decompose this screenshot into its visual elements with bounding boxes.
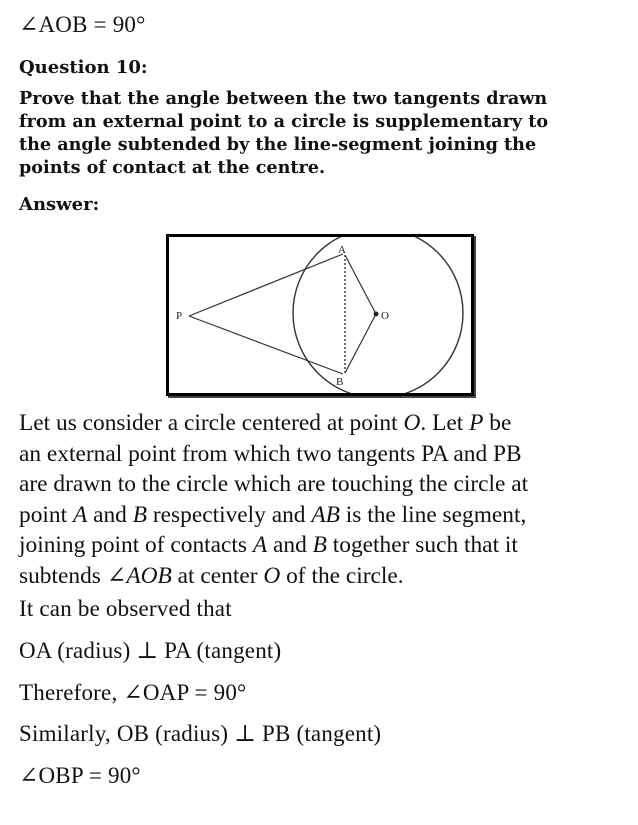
paragraph-line-3: are drawn to the circle which are touching the circle at xyxy=(19,471,529,497)
label-a: A xyxy=(338,244,346,256)
paragraph-line-6: subtends ∠AOB at center O of the circle. xyxy=(19,562,404,589)
tangent-pa xyxy=(189,254,343,316)
question-heading: Question 10: xyxy=(19,57,148,78)
label-b: B xyxy=(336,376,344,388)
paragraph-line-1: Let us consider a circle centered at point O. Let P be xyxy=(19,410,512,436)
question-line-1: Prove that the angle between the two tangents drawn xyxy=(19,88,548,109)
tangent-diagram xyxy=(166,234,474,396)
paragraph-line-4: point A and B respectively and AB is the line segment, xyxy=(19,501,527,528)
equation-aob: ∠AOB = 90° xyxy=(19,12,146,37)
tangent-diagram-svg xyxy=(169,237,471,393)
paragraph-line-2: an external point from which two tangents PA and PB xyxy=(19,440,522,467)
label-p: P xyxy=(176,310,183,322)
perpendicular-ob-pb: Similarly, OB (radius) ⊥ PB (tangent) xyxy=(19,721,382,746)
observation-line: It can be observed that xyxy=(19,596,232,621)
label-o: O xyxy=(381,310,389,322)
radius-ob xyxy=(345,314,376,373)
tangent-pb xyxy=(189,316,343,374)
equation-obp: ∠OBP = 90° xyxy=(19,763,141,788)
question-line-2: from an external point to a circle is supplementary to xyxy=(19,111,549,132)
radius-oa xyxy=(345,255,376,314)
paragraph-line-5: joining point of contacts A and B together such that it xyxy=(19,532,518,558)
question-line-4: points of contact at the centre. xyxy=(19,157,326,178)
answer-heading: Answer: xyxy=(19,194,100,215)
equation-oap: Therefore, ∠OAP = 90° xyxy=(19,680,247,705)
question-line-3: the angle subtended by the line-segment joining the xyxy=(19,134,537,155)
center-point xyxy=(374,312,379,317)
perpendicular-oa-pa: OA (radius) ⊥ PA (tangent) xyxy=(19,638,282,663)
explanation-paragraph xyxy=(19,408,624,591)
